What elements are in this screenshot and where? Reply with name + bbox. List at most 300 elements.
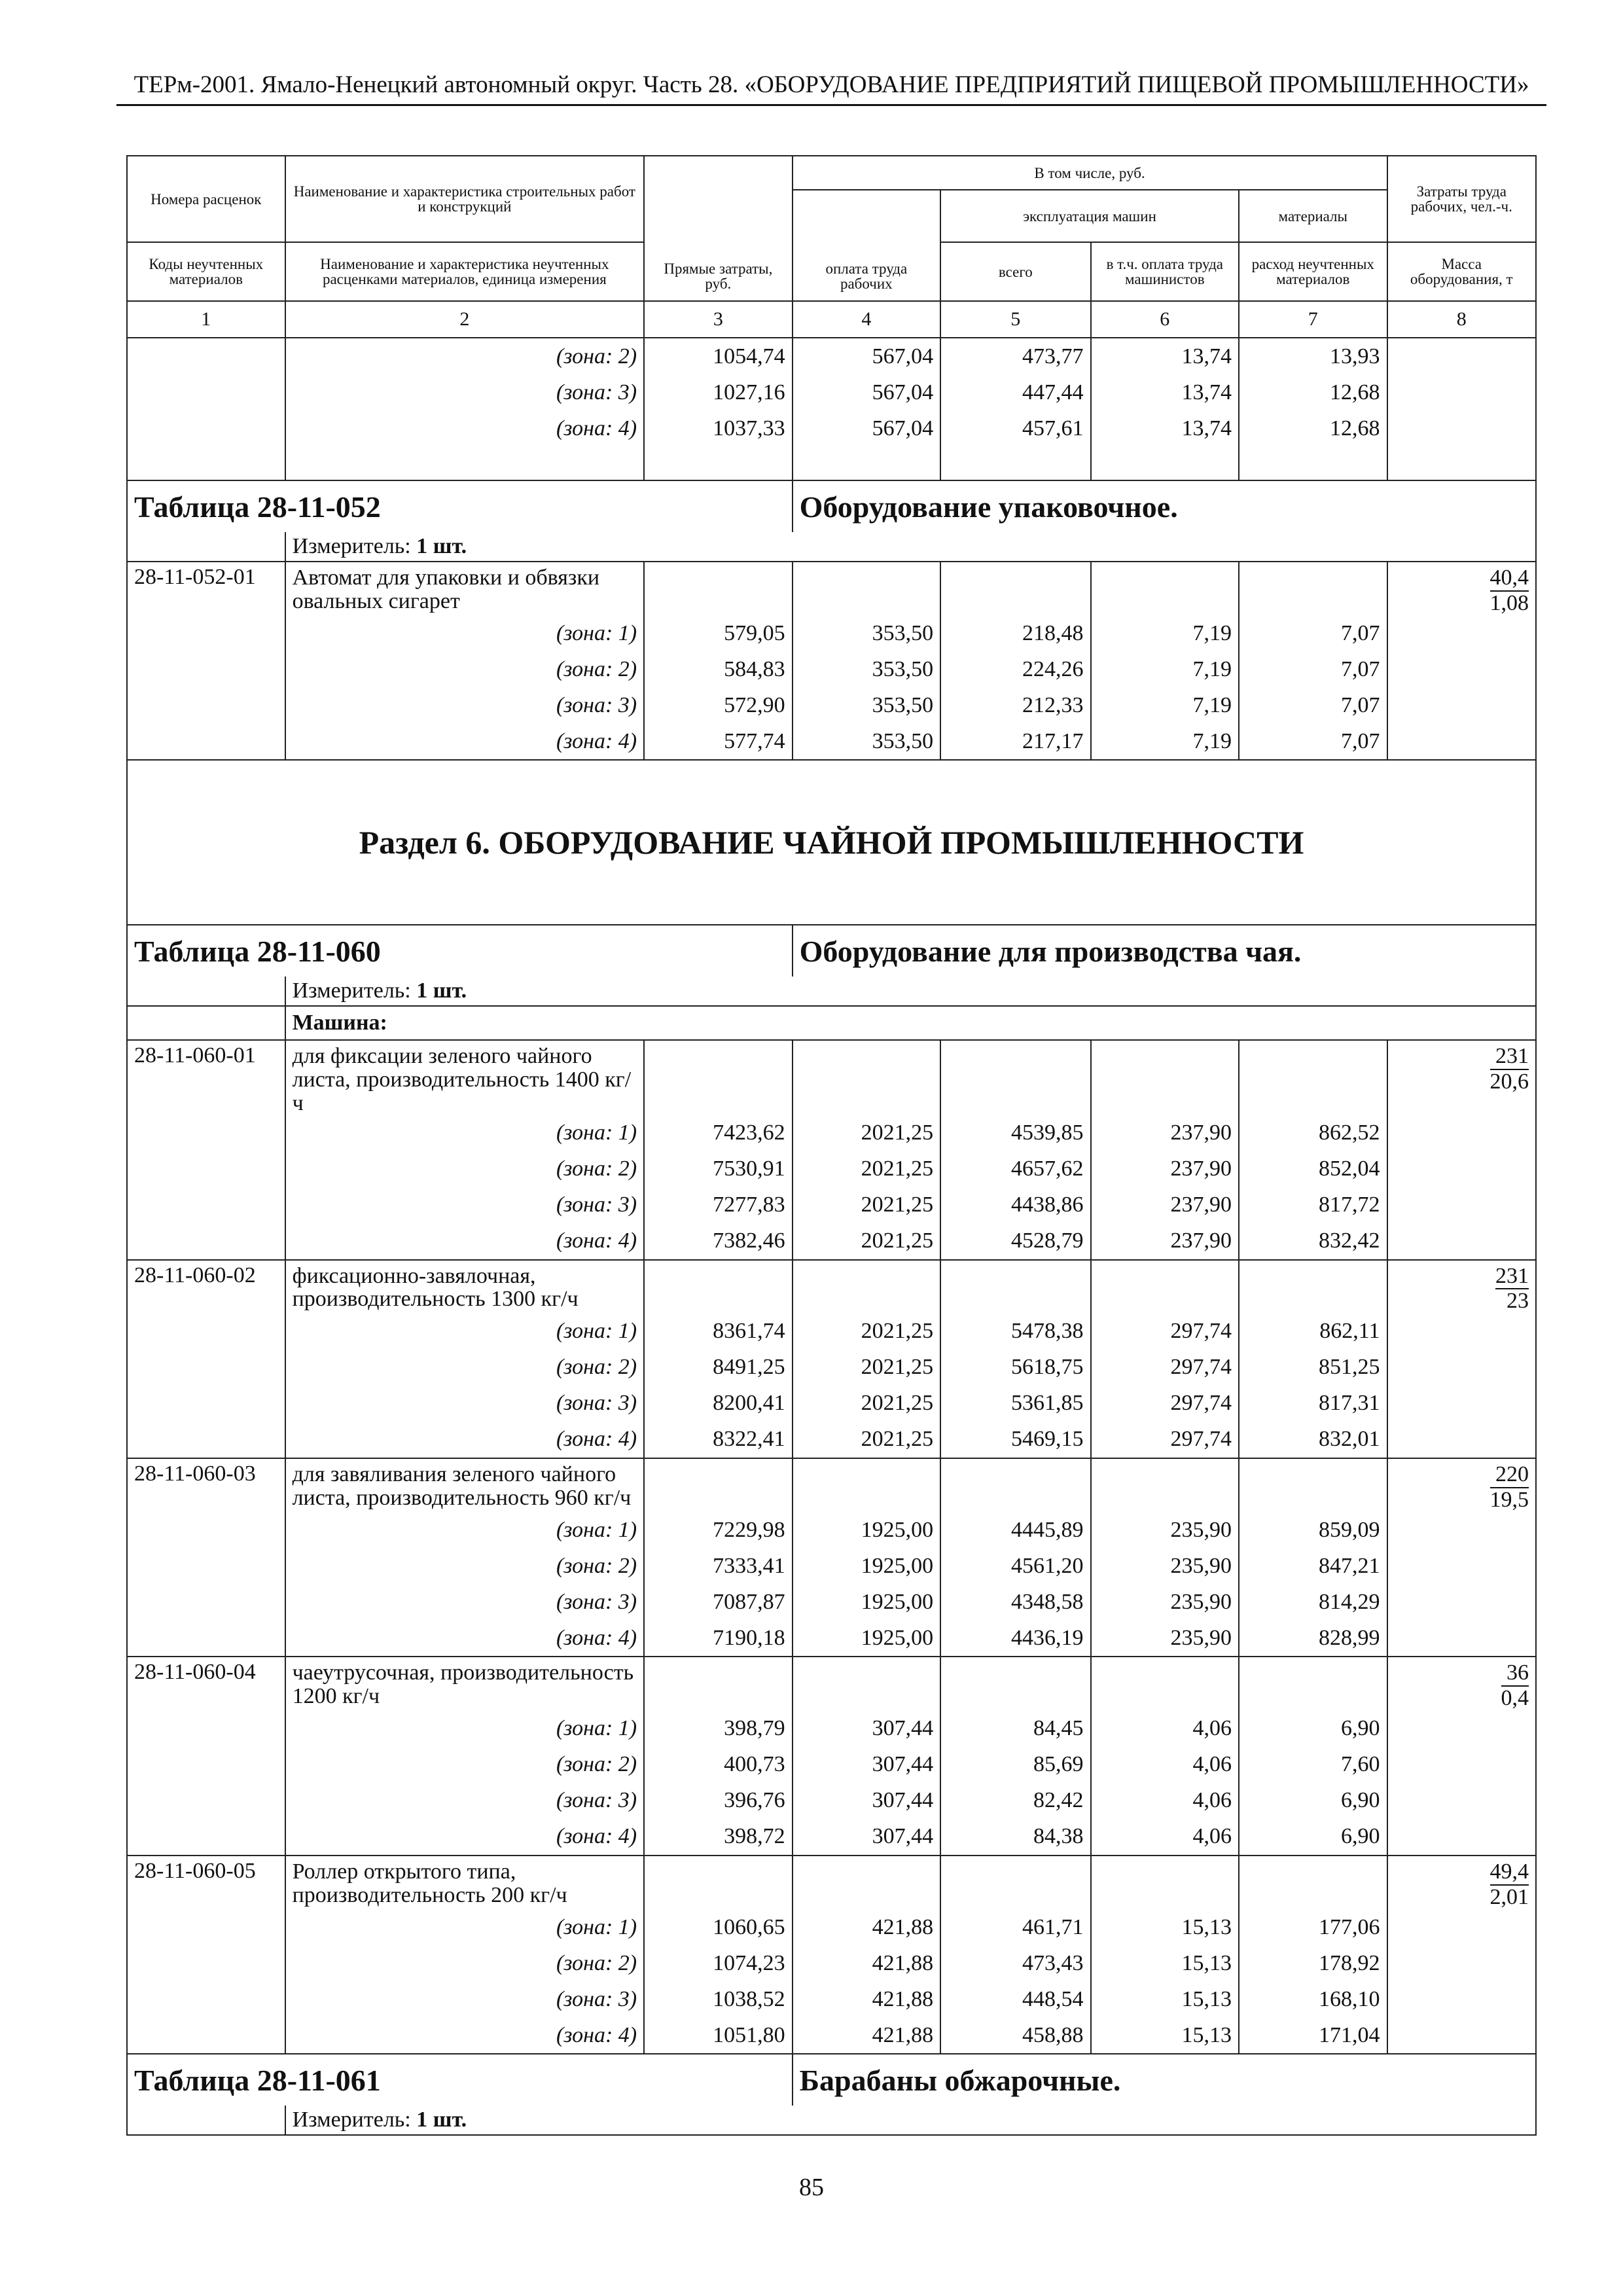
cost-value: 421,88 — [793, 1945, 940, 1981]
zone-row — [127, 1783, 1536, 1819]
zone-label: (зона: 4) — [285, 1223, 645, 1260]
group-label-row — [127, 1006, 1536, 1040]
cost-value: 851,25 — [1239, 1350, 1387, 1386]
section-row — [127, 760, 1536, 925]
rate-code-cell — [127, 651, 285, 687]
cost-value: 579,05 — [644, 615, 792, 651]
meter-row — [127, 2106, 1536, 2135]
rate-code-cell — [127, 1115, 285, 1151]
cost-value: 7229,98 — [644, 1512, 792, 1548]
cost-value-empty — [1091, 1856, 1239, 1909]
column-number: 1 — [127, 301, 285, 338]
equipment-mass: 2,01 — [1489, 1884, 1529, 1909]
rate-item-row — [127, 1260, 1536, 1314]
labor-mass-fraction — [1490, 1045, 1529, 1094]
zone-label: (зона: 1) — [285, 1909, 645, 1945]
labor-mass — [1387, 1458, 1537, 1512]
cost-value: 448,54 — [940, 1981, 1090, 2017]
cost-value-empty — [940, 1458, 1090, 1512]
rate-code-cell — [127, 1945, 285, 1981]
cost-value-empty — [644, 1657, 792, 1710]
spacer-cell — [644, 446, 792, 480]
cost-value: 1027,16 — [644, 374, 792, 410]
meter-value: 1 шт. — [416, 534, 467, 558]
cost-value-empty — [644, 1040, 792, 1115]
rate-item-row — [127, 562, 1536, 615]
cost-value: 862,52 — [1239, 1115, 1387, 1151]
rate-code-cell — [127, 1512, 285, 1548]
zone-row — [127, 1548, 1536, 1584]
cost-value: 7,19 — [1091, 687, 1239, 723]
cost-value-empty — [644, 1260, 792, 1314]
labor-mass — [1387, 1856, 1537, 1909]
cost-value: 1054,74 — [644, 338, 792, 374]
zone-row — [127, 1151, 1536, 1187]
column-number: 4 — [793, 301, 940, 338]
cost-value: 8322,41 — [644, 1422, 792, 1458]
table-title: Таблица 28-11-061 — [127, 2054, 793, 2106]
cost-value: 307,44 — [793, 1711, 940, 1747]
table-title: Таблица 28-11-052 — [127, 480, 793, 532]
rate-description: для фиксации зеленого чайного листа, производительность 1400 кг/ч — [285, 1040, 645, 1115]
zone-row — [127, 1350, 1536, 1386]
cost-value: 8491,25 — [644, 1350, 792, 1386]
cost-value: 13,74 — [1091, 410, 1239, 446]
equipment-mass: 19,5 — [1489, 1487, 1529, 1512]
cost-value: 473,77 — [940, 338, 1090, 374]
rate-description: Автомат для упаковки и обвязки овальных сигарет — [285, 562, 645, 615]
labor-mass-cell — [1387, 1512, 1537, 1548]
cost-value: 297,74 — [1091, 1350, 1239, 1386]
column-number: 6 — [1091, 301, 1239, 338]
cost-value: 817,72 — [1239, 1187, 1387, 1223]
cost-value: 212,33 — [940, 687, 1090, 723]
header-c1-bottom: Коды неучтенных материалов — [127, 242, 285, 301]
cost-value-empty — [644, 1458, 792, 1512]
labor-mass-cell — [1387, 2017, 1537, 2054]
zone-label: (зона: 3) — [285, 687, 645, 723]
cost-value: 237,90 — [1091, 1151, 1239, 1187]
labor-mass-fraction — [1490, 566, 1529, 615]
cost-value-empty — [1091, 1260, 1239, 1314]
cost-value: 1074,23 — [644, 1945, 792, 1981]
zone-label: (зона: 2) — [285, 1945, 645, 1981]
meter-spacer — [127, 2106, 285, 2135]
rate-code: 28-11-060-03 — [127, 1458, 285, 1512]
labor-hours: 36 — [1501, 1661, 1529, 1687]
cost-value: 178,92 — [1239, 1945, 1387, 1981]
labor-mass-cell — [1387, 1223, 1537, 1260]
rate-description: фиксационно-завялочная, производительность 1300 кг/ч — [285, 1260, 645, 1314]
meter-label: Измеритель: — [292, 978, 411, 1003]
zone-label: (зона: 4) — [285, 2017, 645, 2054]
table-name: Оборудование для производства чая. — [793, 925, 1536, 977]
column-number: 3 — [644, 301, 792, 338]
section-title: Раздел 6. ОБОРУДОВАНИЕ ЧАЙНОЙ ПРОМЫШЛЕННОСТИ — [127, 760, 1536, 925]
spacer-cell — [1091, 446, 1239, 480]
labor-mass-cell — [1387, 1350, 1537, 1386]
zone-label: (зона: 2) — [285, 338, 645, 374]
zone-label: (зона: 1) — [285, 1115, 645, 1151]
cost-value-empty — [644, 1856, 792, 1909]
cost-value: 828,99 — [1239, 1620, 1387, 1657]
zone-label: (зона: 2) — [285, 1151, 645, 1187]
cost-value: 7333,41 — [644, 1548, 792, 1584]
rate-code-cell — [127, 1422, 285, 1458]
rate-code: 28-11-060-01 — [127, 1040, 285, 1115]
cost-value-empty — [793, 1260, 940, 1314]
zone-label: (зона: 1) — [285, 1314, 645, 1350]
zone-label: (зона: 1) — [285, 1512, 645, 1548]
rate-code-cell — [127, 1548, 285, 1584]
cost-value: 567,04 — [793, 410, 940, 446]
cost-value: 4,06 — [1091, 1819, 1239, 1856]
zone-label: (зона: 2) — [285, 1747, 645, 1783]
zone-row — [127, 723, 1536, 760]
table-heading-row — [127, 480, 1536, 532]
cost-value: 2021,25 — [793, 1151, 940, 1187]
rate-code-cell — [127, 615, 285, 651]
cost-value: 237,90 — [1091, 1115, 1239, 1151]
cost-value: 1038,52 — [644, 1981, 792, 2017]
rate-item-row — [127, 1040, 1536, 1115]
column-number-row — [127, 301, 1536, 338]
cost-value: 13,74 — [1091, 374, 1239, 410]
zone-row — [127, 1314, 1536, 1350]
cost-value: 1925,00 — [793, 1620, 940, 1657]
cost-value: 353,50 — [793, 723, 940, 760]
cost-value: 1925,00 — [793, 1548, 940, 1584]
rate-code-cell — [127, 1981, 285, 2017]
cost-value: 458,88 — [940, 2017, 1090, 2054]
zone-label: (зона: 4) — [285, 1422, 645, 1458]
labor-mass-fraction — [1490, 1463, 1529, 1512]
cost-value: 7,19 — [1091, 723, 1239, 760]
cost-value: 15,13 — [1091, 1909, 1239, 1945]
cost-value-empty — [1239, 1657, 1387, 1710]
header-group: В том числе, руб. — [793, 156, 1387, 190]
cost-value: 7190,18 — [644, 1620, 792, 1657]
labor-hours: 231 — [1495, 1265, 1529, 1290]
zone-row — [127, 1584, 1536, 1620]
cost-value: 421,88 — [793, 2017, 940, 2054]
rate-description: Роллер открытого типа, производительность 200 кг/ч — [285, 1856, 645, 1909]
zone-label: (зона: 3) — [285, 1187, 645, 1223]
meter-cell — [285, 532, 1536, 562]
cost-value: 4348,58 — [940, 1584, 1090, 1620]
rate-code-cell — [127, 1783, 285, 1819]
meter-row — [127, 977, 1536, 1006]
cost-value: 235,90 — [1091, 1512, 1239, 1548]
header-c2-bottom: Наименование и характеристика неучтенных расценками материалов, единица измерения — [285, 242, 645, 301]
cost-value: 7423,62 — [644, 1115, 792, 1151]
cost-value-empty — [793, 1657, 940, 1710]
cost-value: 6,90 — [1239, 1711, 1387, 1747]
zone-label: (зона: 3) — [285, 374, 645, 410]
cost-value: 2021,25 — [793, 1386, 940, 1422]
labor-mass-cell — [1387, 1819, 1537, 1856]
table-heading-row — [127, 925, 1536, 977]
spacer-row — [127, 446, 1536, 480]
zone-label: (зона: 3) — [285, 1584, 645, 1620]
labor-mass-cell — [1387, 1115, 1537, 1151]
cost-value: 1037,33 — [644, 410, 792, 446]
labor-hours: 231 — [1490, 1045, 1529, 1070]
labor-mass-cell — [1387, 410, 1537, 446]
cost-value: 4436,19 — [940, 1620, 1090, 1657]
labor-mass — [1387, 1657, 1537, 1710]
cost-value: 398,72 — [644, 1819, 792, 1856]
cost-value: 307,44 — [793, 1819, 940, 1856]
cost-value-empty — [940, 1856, 1090, 1909]
rate-code-cell — [127, 1909, 285, 1945]
zone-row — [127, 687, 1536, 723]
labor-mass-cell — [1387, 1783, 1537, 1819]
zone-row — [127, 1945, 1536, 1981]
equipment-mass: 23 — [1507, 1289, 1529, 1314]
header-c6: в т.ч. оплата труда машинистов — [1091, 242, 1239, 301]
labor-mass-cell — [1387, 1620, 1537, 1657]
cost-value: 4445,89 — [940, 1512, 1090, 1548]
rate-code-cell — [127, 410, 285, 446]
labor-mass-cell — [1387, 1945, 1537, 1981]
rate-code-cell — [127, 2017, 285, 2054]
labor-mass-cell — [1387, 374, 1537, 410]
cost-value-empty — [1091, 562, 1239, 615]
cost-value-empty — [793, 1856, 940, 1909]
cost-value: 7530,91 — [644, 1151, 792, 1187]
rate-code-cell — [127, 1314, 285, 1350]
labor-mass-fraction — [1490, 1860, 1529, 1909]
zone-label: (зона: 1) — [285, 615, 645, 651]
cost-value: 85,69 — [940, 1747, 1090, 1783]
cost-value: 4,06 — [1091, 1747, 1239, 1783]
zone-label: (зона: 1) — [285, 1711, 645, 1747]
zone-row — [127, 338, 1536, 374]
cost-value: 567,04 — [793, 338, 940, 374]
header-c7: расход неучтенных материалов — [1239, 242, 1387, 301]
rate-code-cell — [127, 338, 285, 374]
cost-value: 2021,25 — [793, 1350, 940, 1386]
column-number: 5 — [940, 301, 1090, 338]
cost-value: 447,44 — [940, 374, 1090, 410]
cost-value: 171,04 — [1239, 2017, 1387, 2054]
cost-value: 353,50 — [793, 687, 940, 723]
header-c8-bottom: Масса оборудования, т — [1387, 242, 1537, 301]
table-name: Барабаны обжарочные. — [793, 2054, 1536, 2106]
meter-spacer — [127, 532, 285, 562]
zone-label: (зона: 2) — [285, 1350, 645, 1386]
cost-value: 168,10 — [1239, 1981, 1387, 2017]
labor-mass-cell — [1387, 1386, 1537, 1422]
cost-value: 421,88 — [793, 1981, 940, 2017]
rate-code-cell — [127, 1350, 285, 1386]
cost-value: 82,42 — [940, 1783, 1090, 1819]
spacer-cell — [127, 446, 285, 480]
labor-mass-cell — [1387, 1187, 1537, 1223]
cost-value: 224,26 — [940, 651, 1090, 687]
zone-row — [127, 1115, 1536, 1151]
cost-value: 8200,41 — [644, 1386, 792, 1422]
cost-value: 235,90 — [1091, 1584, 1239, 1620]
cost-value: 817,31 — [1239, 1386, 1387, 1422]
cost-value: 7,19 — [1091, 615, 1239, 651]
equipment-mass: 1,08 — [1489, 590, 1529, 615]
rate-code: 28-11-060-02 — [127, 1260, 285, 1314]
meter-cell — [285, 977, 1536, 1006]
cost-value-empty — [793, 1040, 940, 1115]
rate-code-cell — [127, 1151, 285, 1187]
zone-row — [127, 1386, 1536, 1422]
cost-value: 237,90 — [1091, 1223, 1239, 1260]
rate-code: 28-11-052-01 — [127, 562, 285, 615]
rate-description: для завяливания зеленого чайного листа, производительность 960 кг/ч — [285, 1458, 645, 1512]
cost-value: 297,74 — [1091, 1386, 1239, 1422]
rate-code-cell — [127, 1711, 285, 1747]
cost-value: 237,90 — [1091, 1187, 1239, 1223]
cost-value: 297,74 — [1091, 1422, 1239, 1458]
group-spacer — [127, 1006, 285, 1040]
cost-value-empty — [1091, 1458, 1239, 1512]
meter-value: 1 шт. — [416, 2108, 467, 2132]
page-number: 85 — [799, 2174, 824, 2201]
price-table — [126, 155, 1537, 2136]
cost-value-empty — [1239, 1856, 1387, 1909]
cost-value: 400,73 — [644, 1747, 792, 1783]
labor-hours: 49,4 — [1490, 1860, 1529, 1886]
zone-row — [127, 410, 1536, 446]
cost-value-empty — [793, 562, 940, 615]
rate-code-cell — [127, 1747, 285, 1783]
cost-value: 852,04 — [1239, 1151, 1387, 1187]
cost-value: 307,44 — [793, 1747, 940, 1783]
spacer-cell — [285, 446, 645, 480]
cost-value: 7,07 — [1239, 723, 1387, 760]
cost-value: 8361,74 — [644, 1314, 792, 1350]
cost-value: 2021,25 — [793, 1314, 940, 1350]
cost-value: 235,90 — [1091, 1620, 1239, 1657]
zone-row — [127, 1981, 1536, 2017]
cost-value: 396,76 — [644, 1783, 792, 1819]
cost-value-empty — [1091, 1040, 1239, 1115]
cost-value: 7087,87 — [644, 1584, 792, 1620]
cost-value: 584,83 — [644, 651, 792, 687]
meter-spacer — [127, 977, 285, 1006]
cost-value: 84,45 — [940, 1711, 1090, 1747]
cost-value: 84,38 — [940, 1819, 1090, 1856]
zone-label: (зона: 2) — [285, 651, 645, 687]
cost-value: 814,29 — [1239, 1584, 1387, 1620]
labor-mass — [1387, 562, 1537, 615]
cost-value: 4,06 — [1091, 1783, 1239, 1819]
column-number: 7 — [1239, 301, 1387, 338]
meter-label: Измеритель: — [292, 534, 411, 558]
labor-mass-fraction — [1501, 1661, 1529, 1710]
labor-mass-cell — [1387, 651, 1537, 687]
cost-value-empty — [1239, 562, 1387, 615]
cost-value: 2021,25 — [793, 1187, 940, 1223]
table-title: Таблица 28-11-060 — [127, 925, 793, 977]
column-number: 2 — [285, 301, 645, 338]
labor-mass-cell — [1387, 687, 1537, 723]
labor-mass-cell — [1387, 615, 1537, 651]
cost-value: 847,21 — [1239, 1548, 1387, 1584]
zone-row — [127, 1620, 1536, 1657]
labor-mass-cell — [1387, 1314, 1537, 1350]
zone-label: (зона: 3) — [285, 1386, 645, 1422]
rate-code-cell — [127, 1819, 285, 1856]
rate-code-cell — [127, 1223, 285, 1260]
group-label: Машина: — [285, 1006, 1536, 1040]
table-heading-row — [127, 2054, 1536, 2106]
cost-value-empty — [940, 1260, 1090, 1314]
cost-value: 4,06 — [1091, 1711, 1239, 1747]
rate-description: чаеутрусочная, производительность 1200 кг/ч — [285, 1657, 645, 1710]
cost-value: 461,71 — [940, 1909, 1090, 1945]
cost-value: 5478,38 — [940, 1314, 1090, 1350]
zone-row — [127, 615, 1536, 651]
zone-row — [127, 2017, 1536, 2054]
cost-value: 15,13 — [1091, 1981, 1239, 2017]
cost-value-empty — [1091, 1657, 1239, 1710]
cost-value: 13,93 — [1239, 338, 1387, 374]
cost-value: 859,09 — [1239, 1512, 1387, 1548]
cost-value: 307,44 — [793, 1783, 940, 1819]
cost-value: 473,43 — [940, 1945, 1090, 1981]
header-machines: эксплуатация машин — [940, 190, 1239, 242]
cost-value: 5469,15 — [940, 1422, 1090, 1458]
rate-code-cell — [127, 374, 285, 410]
cost-value: 1060,65 — [644, 1909, 792, 1945]
zone-label: (зона: 3) — [285, 1783, 645, 1819]
header-c3: Прямые затраты, руб. — [644, 156, 792, 301]
cost-value: 577,74 — [644, 723, 792, 760]
rate-item-row — [127, 1657, 1536, 1710]
cost-value-empty — [940, 1657, 1090, 1710]
cost-value: 7,19 — [1091, 651, 1239, 687]
cost-value: 832,01 — [1239, 1422, 1387, 1458]
cost-value: 1051,80 — [644, 2017, 792, 2054]
labor-mass-cell — [1387, 1981, 1537, 2017]
zone-label: (зона: 4) — [285, 1819, 645, 1856]
zone-label: (зона: 4) — [285, 410, 645, 446]
cost-value: 6,90 — [1239, 1819, 1387, 1856]
cost-value-empty — [1239, 1260, 1387, 1314]
cost-value-empty — [940, 1040, 1090, 1115]
rate-code-cell — [127, 687, 285, 723]
cost-value-empty — [644, 562, 792, 615]
header-c5: всего — [940, 242, 1090, 301]
zone-row — [127, 1909, 1536, 1945]
labor-mass-cell — [1387, 1151, 1537, 1187]
zone-label: (зона: 2) — [285, 1548, 645, 1584]
labor-mass-cell — [1387, 1548, 1537, 1584]
labor-hours: 220 — [1490, 1463, 1529, 1488]
cost-value: 5361,85 — [940, 1386, 1090, 1422]
rate-item-row — [127, 1856, 1536, 1909]
cost-value: 15,13 — [1091, 1945, 1239, 1981]
labor-mass-cell — [1387, 338, 1537, 374]
cost-value: 567,04 — [793, 374, 940, 410]
header-c2-top: Наименование и характеристика строительных работ и конструкций — [285, 156, 645, 242]
labor-mass-cell — [1387, 1422, 1537, 1458]
cost-value: 4539,85 — [940, 1115, 1090, 1151]
cost-value-empty — [793, 1458, 940, 1512]
cost-value: 572,90 — [644, 687, 792, 723]
spacer-cell — [940, 446, 1090, 480]
rate-item-row — [127, 1458, 1536, 1512]
labor-mass-cell — [1387, 1584, 1537, 1620]
